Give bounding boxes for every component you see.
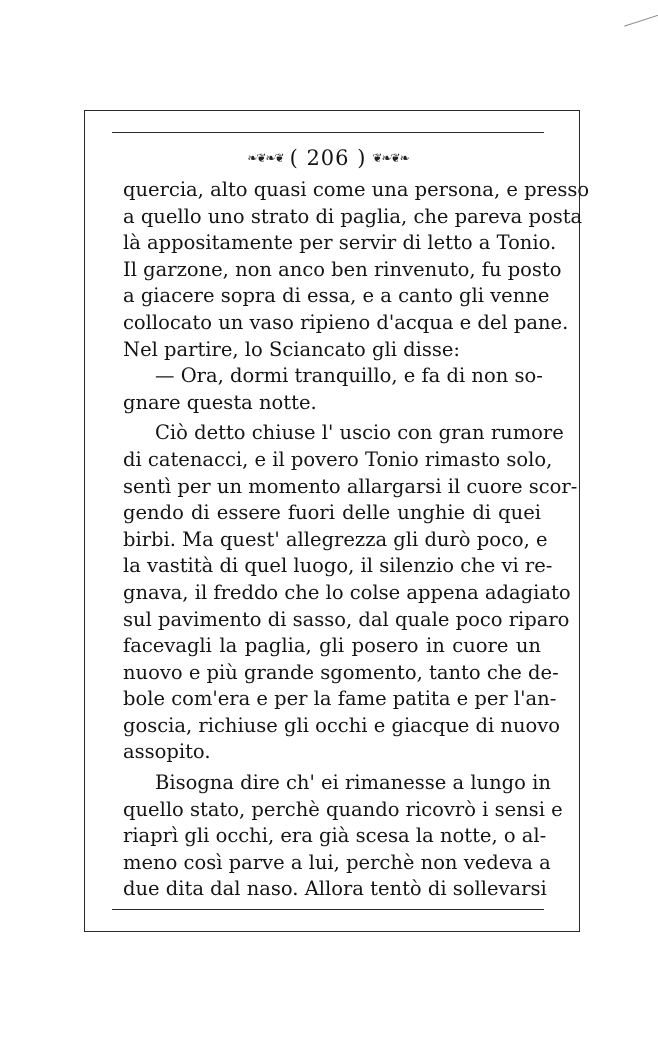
text-line: gnava, il freddo che lo colse appena adagiato xyxy=(123,580,571,604)
text-line: Ciò detto chiuse l' uscio con gran rumore xyxy=(155,421,564,445)
text-line: goscia, richiuse gli occhi e giacque di nuovo xyxy=(123,713,561,737)
page-header xyxy=(112,146,544,170)
text-line: meno così parve a lui, perchè non vedeva a xyxy=(123,850,551,874)
text-line: riaprì gli occhi, era già scesa la notte, o al- xyxy=(123,824,547,848)
text-line: nuovo e più grande sgomento, tanto che de- xyxy=(123,660,559,684)
text-line: sentì per un momento allargarsi il cuore scor- xyxy=(123,474,578,498)
page-number: ( 206 ) xyxy=(289,146,367,170)
header-ornament-right: ❦❧❦❧ xyxy=(372,151,409,165)
text-line: bole com'era e per la fame patita e per l'an- xyxy=(123,687,557,711)
text-line: quercia, alto quasi come una persona, e presso xyxy=(123,178,590,201)
text-line: due dita dal naso. Allora tentò di sollevarsi xyxy=(123,877,547,901)
text-line: quello stato, perchè quando ricovrò i sensi e xyxy=(123,797,563,821)
text-line: là appositamente per servir di letto a Tonio. xyxy=(123,231,557,255)
text-line: la vastità di quel luogo, il silenzio che vi re- xyxy=(123,554,553,578)
text-line: sul pavimento di sasso, dal quale poco riparo xyxy=(123,607,570,631)
text-line: assopito. xyxy=(123,740,211,764)
body-text xyxy=(123,177,590,903)
text-line: Il garzone, non anco ben rinvenuto, fu posto xyxy=(123,257,562,281)
text-line: di catenacci, e il povero Tonio rimasto solo, xyxy=(123,447,553,471)
text-line: Bisogna dire ch' ei rimanesse a lungo in xyxy=(155,771,551,795)
text-line: gnare questa notte. xyxy=(123,390,317,414)
text-line: gendo di essere fuori delle unghie di quei xyxy=(123,501,541,525)
header-ornament-left: ❧❦❧❦ xyxy=(247,151,284,165)
text-line: a quello uno strato di paglia, che pareva posta xyxy=(123,204,583,228)
text-line: birbi. Ma quest' allegrezza gli durò poco, e xyxy=(123,527,548,551)
text-line: a giacere sopra di essa, e a canto gli venne xyxy=(123,284,550,308)
text-line: — Ora, dormi tranquillo, e fa di non so- xyxy=(155,364,543,388)
page-corner-fold xyxy=(620,0,658,27)
text-line: facevagli la paglia, gli posero in cuore un xyxy=(123,634,541,658)
text-line: collocato un vaso ripieno d'acqua e del pane. xyxy=(123,310,569,334)
text-line: Nel partire, lo Sciancato gli disse: xyxy=(123,337,460,361)
